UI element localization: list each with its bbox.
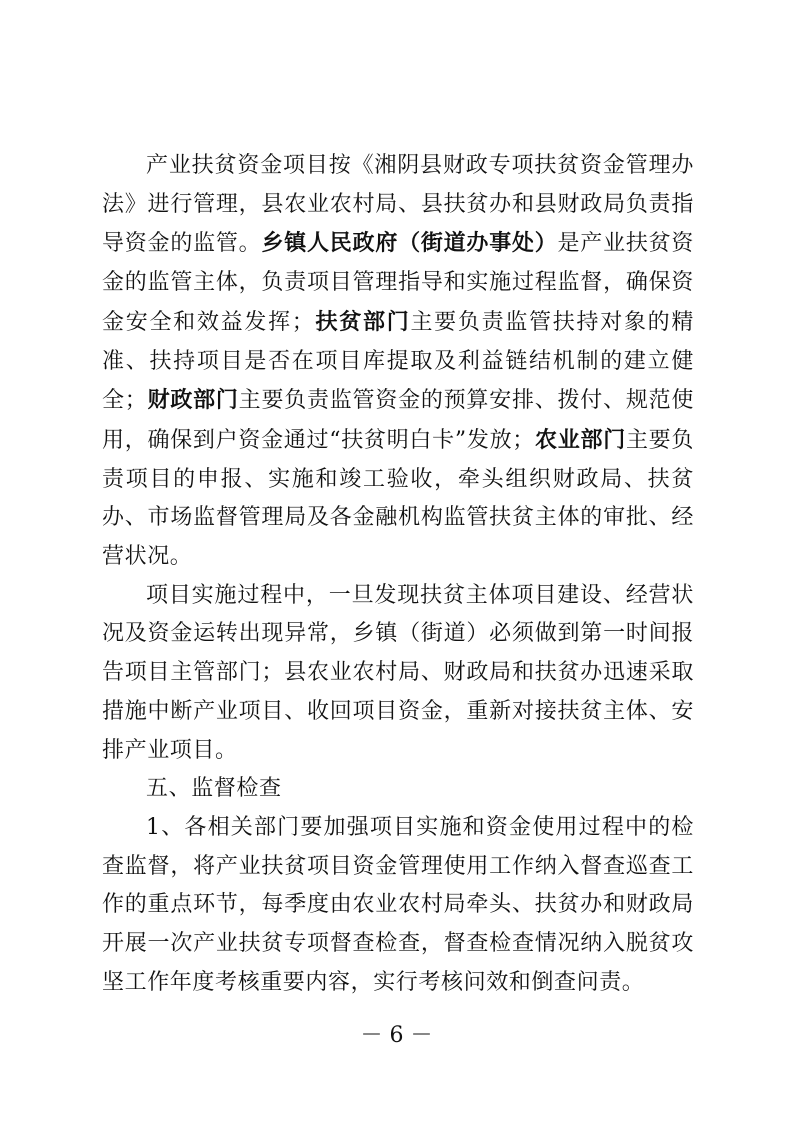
heading-text: 五、监督检查 [146,776,282,802]
document-body [102,147,694,1002]
text-segment: 主要负责监管资金的预算安排、拨付、规范使用，确保到户资金通过“扶贫明白卡”发放； [102,388,694,453]
text-segment: 项目实施过程中，一旦发现扶贫主体项目建设、经营状况及资金运转出现异常，乡镇（街道）必须做到第一时间报告项目主管部门；县农业农村局、财政局和扶贫办迅速采取措施中断产业项目、收回项目资金，重新对接扶贫主体、安排产业项目。 [102,582,694,763]
page-number: － 6 － [360,1023,433,1048]
bold-term-agriculture-department: 农业部门 [534,426,626,453]
paragraph-inspection-item-1 [102,809,694,1003]
paragraph-implementation [102,577,694,771]
text-segment: 主要负责监管扶持对象的精准、扶持项目是否在项目库提取及利益链结机制的建立健全； [102,309,695,414]
text-segment: 产业扶贫资金项目按《湘阴县财政专项扶贫资金管理办法》进行管理，县农业农村局、县扶贫办和县财政局负责指导资金的监管。 [102,153,694,257]
bold-term-finance-department: 财政部门 [147,387,239,414]
bold-term-poverty-department: 扶贫部门 [314,308,411,335]
section-heading-supervision [102,770,694,809]
text-segment: 1、各相关部门要加强项目实施和资金使用过程中的检查监督，将产业扶贫项目资金管理使用工作纳入督查巡查工作的重点环节，每季度由农业农村局牵头、扶贫办和财政局开展一次产业扶贫专项督查检查，督查检查情况纳入脱贫攻坚工作年度考核重要内容，实行考核问效和倒查问责。 [102,814,694,995]
text-segment: 是产业扶贫资金的监管主体，负责项目管理指导和实施过程监督，确保资金安全和效益发挥； [102,231,694,335]
paragraph-fund-supervision [102,147,694,577]
bold-term-township-government: 乡镇人民政府（街道办事处） [261,230,558,257]
text-segment: 主要负责项目的申报、实施和竣工验收，牵头组织财政局、扶贫办、市场监督管理局及各金融机构监管扶贫主体的审批、经营状况。 [102,427,694,570]
